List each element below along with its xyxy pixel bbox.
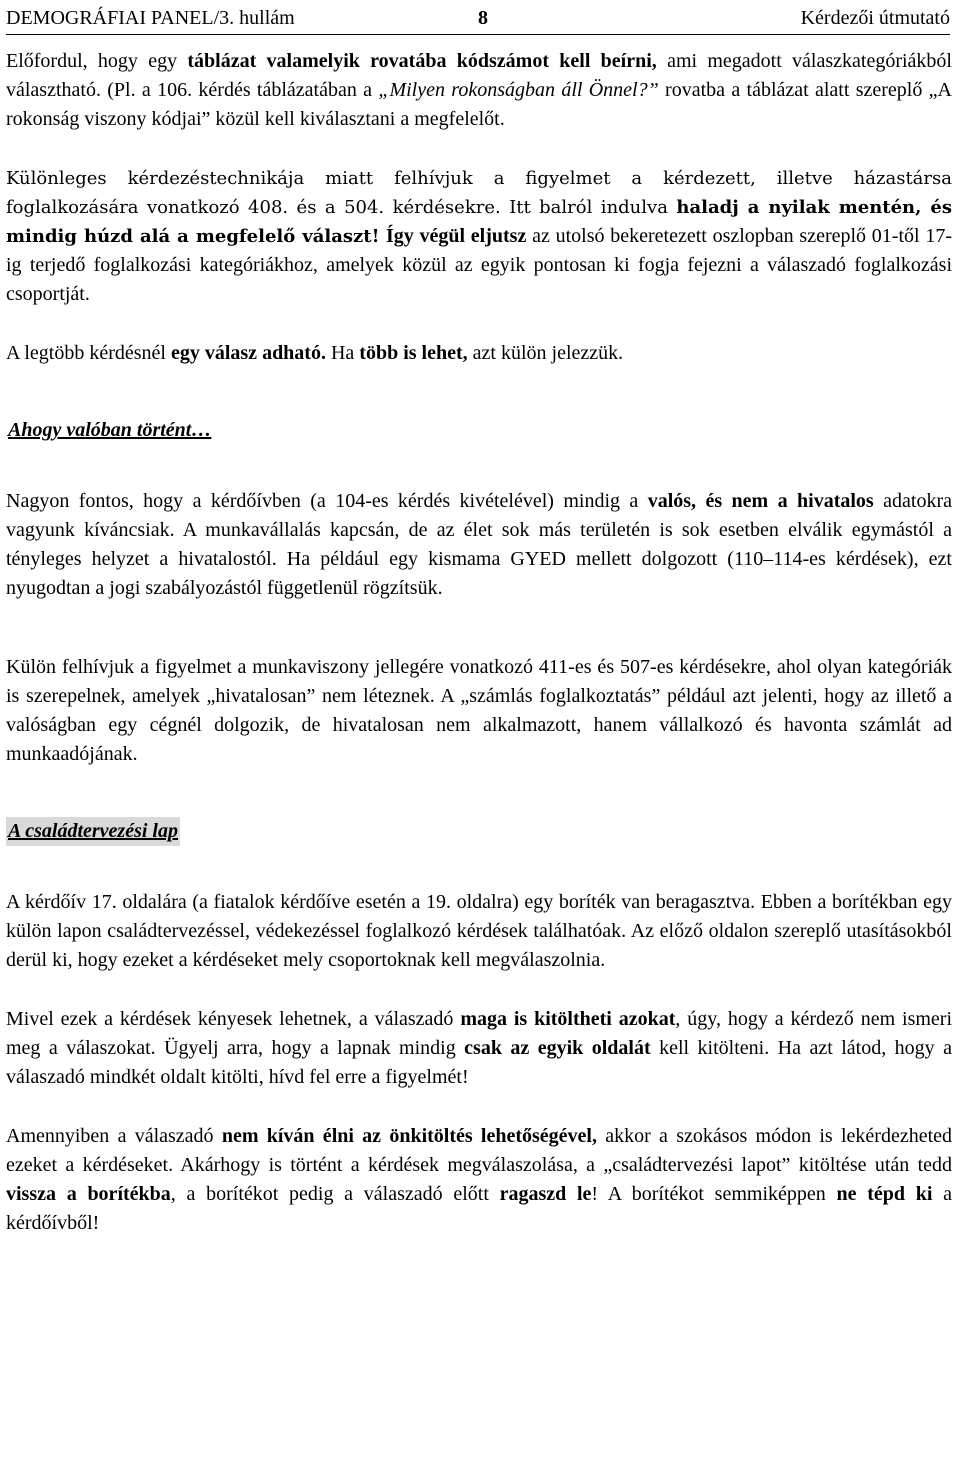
page-number: 8 <box>478 7 488 29</box>
heading-text: Ahogy valóban történt… <box>8 419 212 441</box>
header-title: DEMOGRÁFIAI PANEL/3. hullám <box>6 7 295 29</box>
paragraph-self-completion: Mivel ezek a kérdések kényesek lehetnek, a válaszadó maga is kitöltheti azokat, úgy, hogy a kérdező nem ismeri meg a válaszokat. Ügyelj arra, hogy a lapnak mindig csak az egyik oldalát kell kitölteni. Ha azt látod, hogy a válaszadó mindkét oldalt kitölti, hívd fel erre a figyelmét! <box>6 1008 952 1088</box>
paragraph-table-codes: Előfordul, hogy egy táblázat valamelyik rovatába kódszámot kell beírni, ami megadott válaszkategóriákból választható. (Pl. a 106. kérdés táblázatában a „Milyen rokonságban áll Önnel?” rovatba a táblázat alatt szereplő „A rokonság viszony kódjai” közül kell kiválasztani a megfelelőt. <box>6 50 952 130</box>
paragraph-real-data: Nagyon fontos, hogy a kérdőívben (a 104-es kérdés kivételével) mindig a valós, és nem a hivatalos adatokra vagyunk kíváncsiak. A munkavállalás kapcsán, de az élet sok más területén is sok esetben elválik egymástól a tényleges helyzet a hivatalostól. Ha például egy kismama GYED mellett dolgozott (110–114-es kérdések), ezt nyugodtan a jogi szabályozástól függetlenül rögzítsük. <box>6 490 952 599</box>
heading-text: A családtervezési lap <box>6 817 180 846</box>
section-heading-family-planning <box>6 817 952 846</box>
paragraph-occupation-technique: Különleges kérdezéstechnikája miatt felhívjuk a figyelmet a kérdezett, illetve házastársa foglalkozására vonatkozó 408. és a 504. kérdésekre. Itt balról indulva haladj a nyilak mentén, és mindig húzd alá a megfelelő választ! Így végül eljutsz az utolsó bekeretezett oszlopban szereplő 01-től 17-ig terjedő foglalkozási kategóriákhoz, amelyek közül az egyik pontosan ki fogja fejezni a válaszadó foglalkozási csoportját. <box>6 168 952 305</box>
document-body <box>6 47 952 1238</box>
paragraph-answer-count: A legtöbb kérdésnél egy válasz adható. Ha több is lehet, azt külön jelezzük. <box>6 342 624 364</box>
header-document-type: Kérdezői útmutató <box>800 7 950 29</box>
section-heading-real-data <box>6 416 952 445</box>
paragraph-interviewer-mode: Amennyiben a válaszadó nem kíván élni az önkitöltés lehetőségével, akkor a szokásos módon is lekérdezheted ezeket a kérdéseket. Akárhogy is történt a kérdések megválaszolása, a „családtervezési lapot” kitöltése után tedd vissza a borítékba, a borítékot pedig a válaszadó előtt ragaszd le! A borítékot semmiképpen ne tépd ki a kérdőívből! <box>6 1125 953 1234</box>
paragraph-envelope: A kérdőív 17. oldalára (a fiatalok kérdőíve esetén a 19. oldalra) egy boríték van beragasztva. Ebben a borítékban egy külön lapon családtervezéssel, védekezéssel foglalkozó kérdések találhatóak. Az előző oldalon szereplő utasításokból derül ki, hogy ezeket a kérdéseket mely csoportoknak kell megválaszolnia. <box>6 891 952 971</box>
page-header <box>6 2 950 35</box>
paragraph-employment-type: Külön felhívjuk a figyelmet a munkaviszony jellegére vonatkozó 411-es és 507-es kérdésekre, ahol olyan kategóriák is szerepelnek, amelyek „hivatalosan” nem léteznek. A „számlás foglalkoztatás” például azt jelenti, hogy az illető a valóságban egy cégnél dolgozik, de hivatalosan nem alkalmazott, hanem vállalkozó és havonta számlát ad munkaadójának. <box>6 656 952 765</box>
